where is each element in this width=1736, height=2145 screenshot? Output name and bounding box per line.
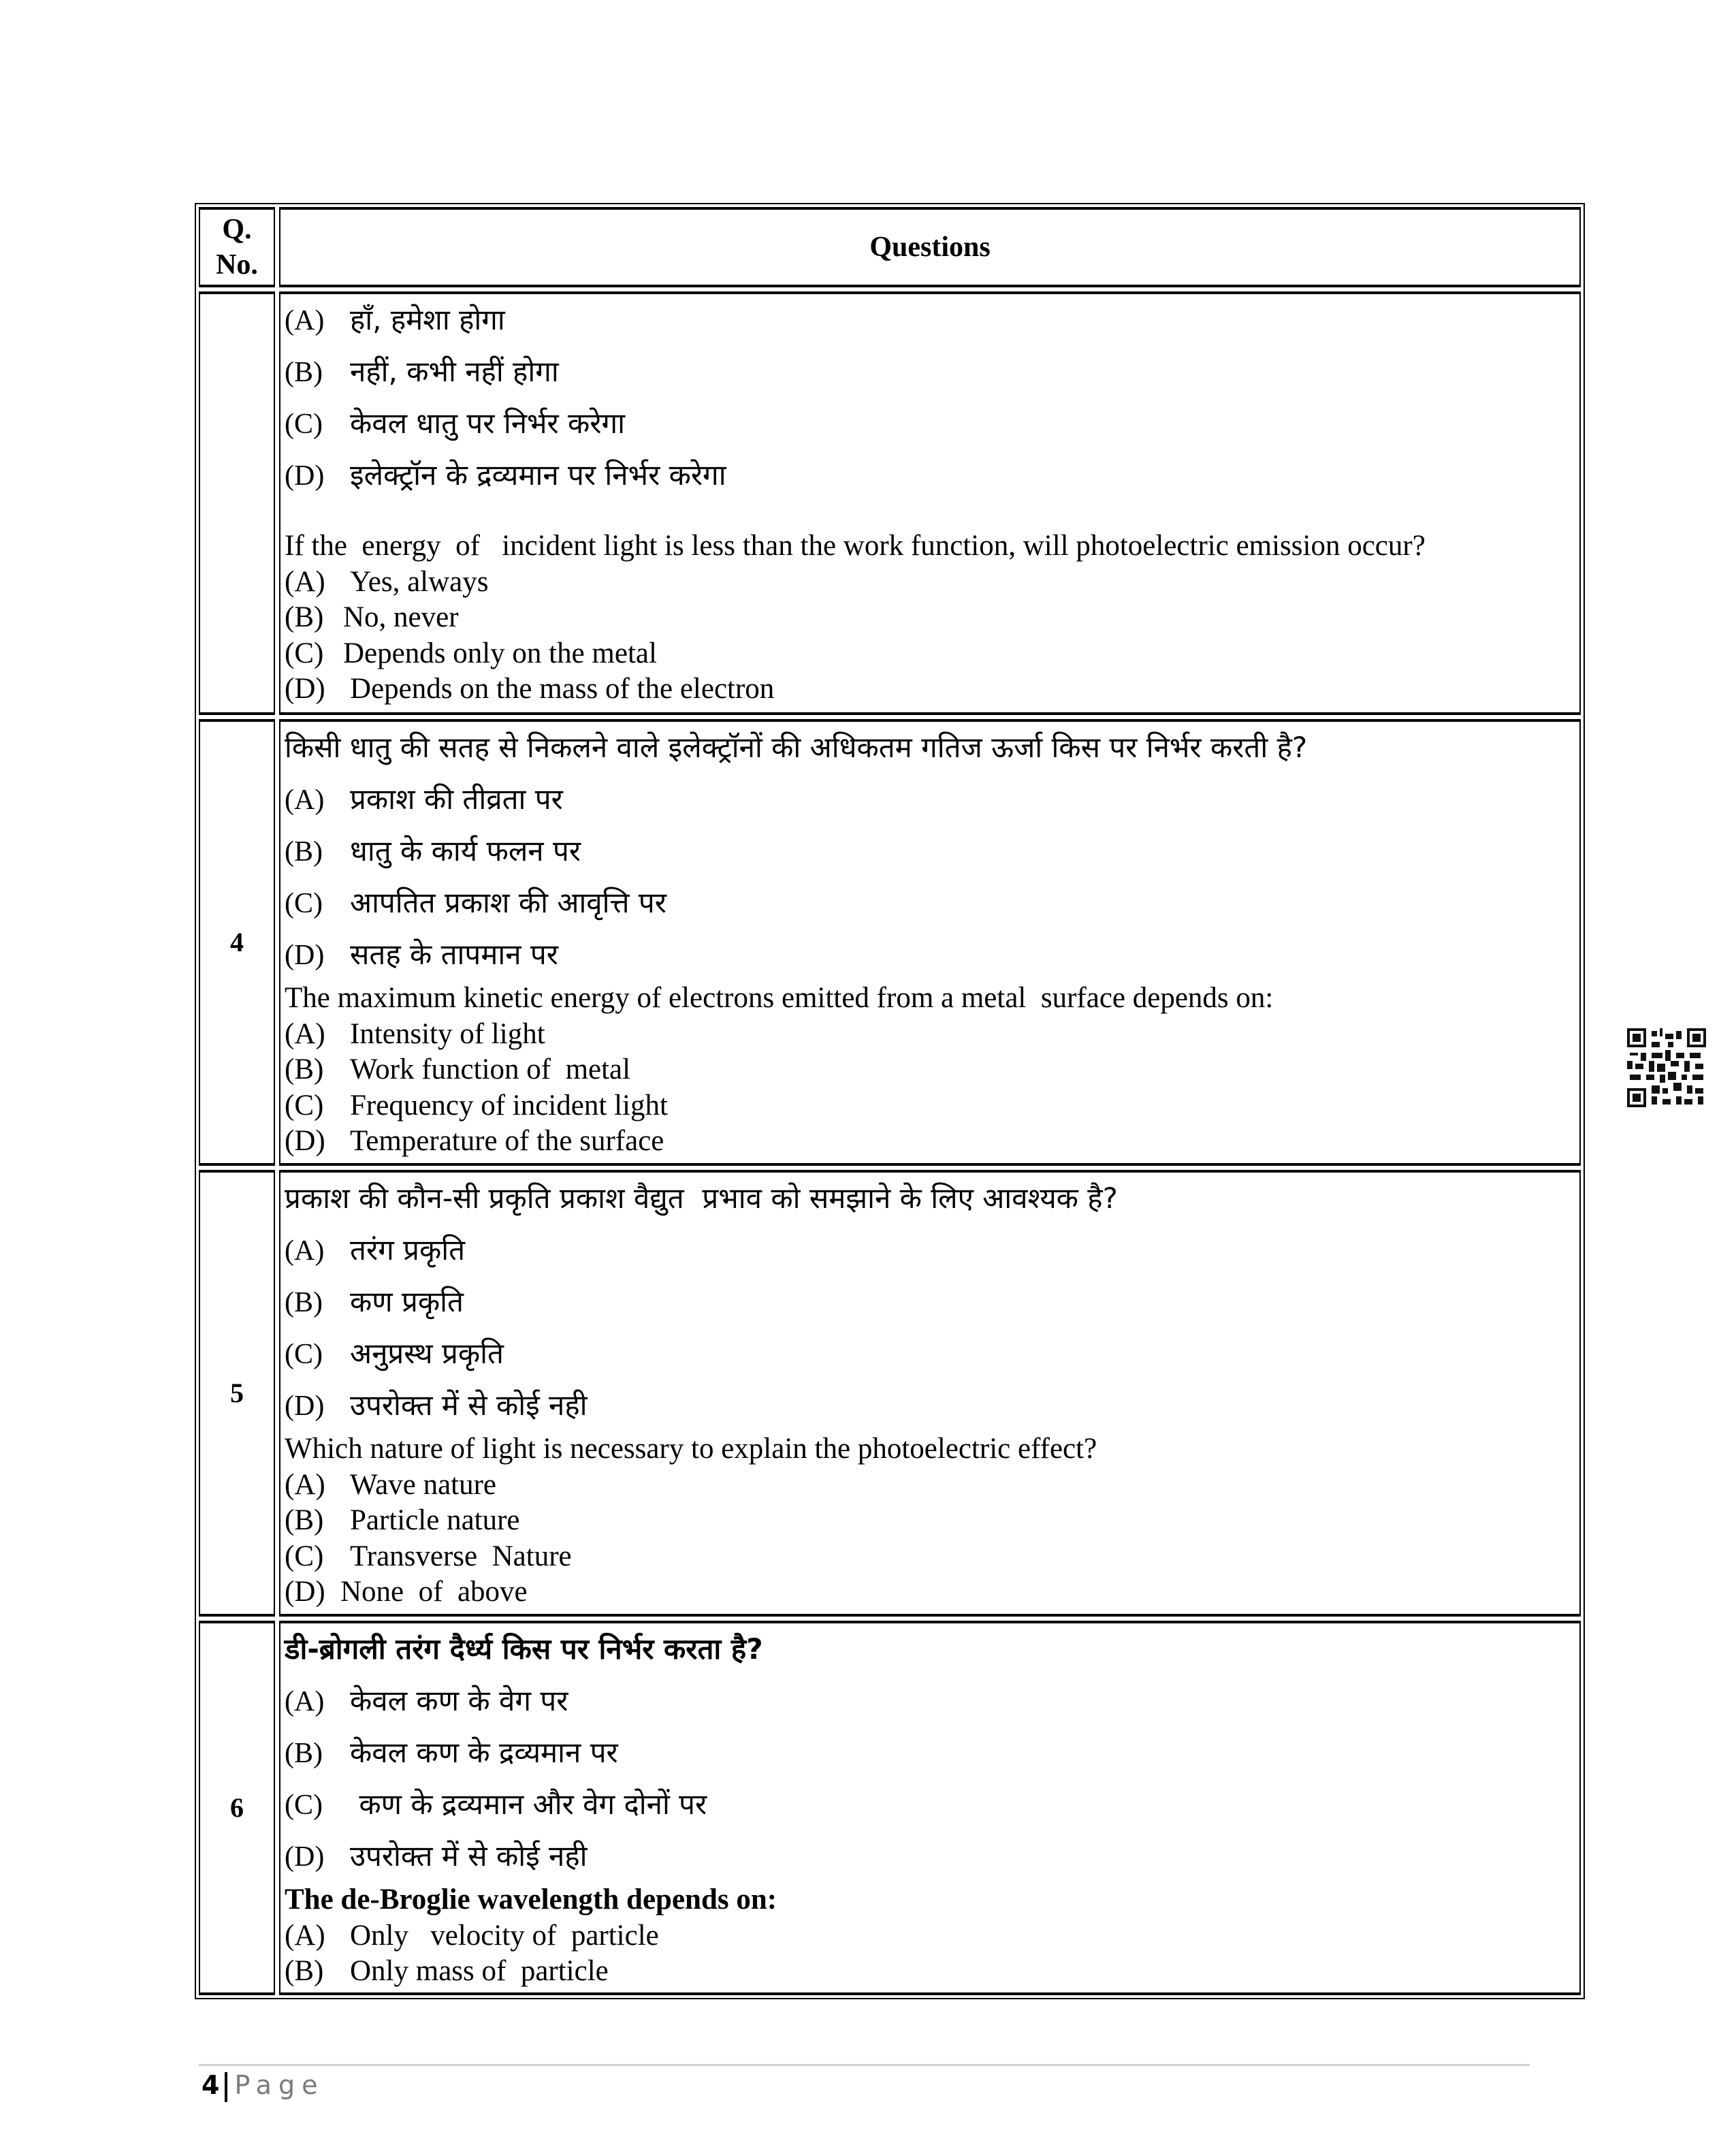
question-number: 6	[230, 1792, 244, 1823]
question-number-cell	[199, 1621, 275, 1995]
english-stem: The de-Broglie wavelength depends on:	[285, 1884, 777, 1916]
hindi-option: (A) केवल कण के वेग पर	[285, 1684, 568, 1717]
question-number: 5	[230, 1378, 244, 1408]
hindi-stem: प्रकाश की कौन-सी प्रकृति प्रकाश वैद्युत प्रभाव को समझाने के लिए आवश्यक है?	[285, 1181, 1118, 1215]
qno-header	[199, 207, 275, 287]
qr-code-icon	[1627, 1028, 1706, 1107]
english-option: (B) Only mass of particle	[285, 1955, 609, 1988]
table-header-row	[199, 207, 1581, 287]
english-option: (B) Work function of metal	[285, 1053, 631, 1086]
english-option: (A) Intensity of light	[285, 1017, 545, 1050]
english-option: (D) None of above	[285, 1576, 528, 1608]
english-option: (A) Only velocity of particle	[285, 1919, 659, 1952]
hindi-option: (A) हाँ, हमेशा होगा	[285, 303, 505, 336]
page-number: 4	[202, 2070, 220, 2100]
question-row	[199, 291, 1581, 715]
question-number-cell	[199, 291, 275, 715]
english-stem: The maximum kinetic energy of electrons emitted from a metal surface depends on:	[285, 982, 1274, 1014]
hindi-option: (C) अनुप्रस्थ प्रकृति	[285, 1337, 504, 1370]
qno-header-label: Q. No.	[216, 213, 258, 281]
question-body	[279, 1170, 1581, 1617]
english-stem: Which nature of light is necessary to explain the photoelectric effect?	[285, 1433, 1097, 1465]
hindi-option: (D) इलेक्ट्रॉन के द्रव्यमान पर निर्भर करेगा	[285, 458, 726, 492]
english-option: (C) Transverse Nature	[285, 1540, 572, 1572]
english-option: (D) Depends on the mass of the electron	[285, 673, 775, 705]
question-body	[279, 719, 1581, 1166]
question-row	[199, 719, 1581, 1166]
question-table	[195, 203, 1585, 1999]
hindi-option: (A) तरंग प्रकृति	[285, 1233, 466, 1267]
question-row	[199, 1170, 1581, 1617]
question-body	[279, 291, 1581, 715]
hindi-option: (B) नहीं, कभी नहीं होगा	[285, 355, 559, 388]
english-stem: If the energy of incident light is less than the work function, will photoelectric emission occur?	[285, 530, 1426, 562]
english-option: (A) Wave nature	[285, 1468, 496, 1501]
hindi-option: (D) उपरोक्त में से कोई नही	[285, 1388, 588, 1422]
hindi-stem: किसी धातु की सतह से निकलने वाले इलेक्ट्रॉनों की अधिकतम गतिज ऊर्जा किस पर निर्भर करती है?	[285, 731, 1308, 764]
page-footer	[202, 2070, 324, 2102]
hindi-option: (C) आपतित प्रकाश की आवृत्ति पर	[285, 886, 666, 919]
hindi-option: (B) केवल कण के द्रव्यमान पर	[285, 1736, 618, 1769]
hindi-option: (C) केवल धातु पर निर्भर करेगा	[285, 407, 626, 440]
english-option: (C) Frequency of incident light	[285, 1089, 668, 1122]
question-number-cell	[199, 1170, 275, 1617]
hindi-stem: डी-ब्रोगली तरंग दैर्ध्य किस पर निर्भर करता है?	[285, 1632, 763, 1666]
hindi-option: (D) सतह के तापमान पर	[285, 938, 558, 971]
questions-header-label: Questions	[869, 232, 991, 263]
hindi-option: (B) धातु के कार्य फलन पर	[285, 834, 581, 868]
english-option: (D) Temperature of the surface	[285, 1125, 664, 1158]
question-row	[199, 1621, 1581, 1995]
english-option: (B) No, never	[285, 601, 459, 634]
english-option: (A) Yes, always	[285, 565, 489, 598]
hindi-option: (A) प्रकाश की तीव्रता पर	[285, 782, 563, 816]
footer-divider	[199, 2064, 1530, 2066]
footer-separator	[225, 2072, 227, 2102]
hindi-option: (D) उपरोक्त में से कोई नही	[285, 1839, 588, 1873]
question-body	[279, 1621, 1581, 1995]
questions-header	[279, 207, 1581, 287]
question-number: 4	[230, 927, 244, 957]
hindi-option: (C) कण के द्रव्यमान और वेग दोनों पर	[285, 1788, 707, 1821]
english-option: (C) Depends only on the metal	[285, 637, 657, 669]
english-option: (B) Particle nature	[285, 1504, 520, 1537]
hindi-option: (B) कण प्रकृति	[285, 1285, 464, 1318]
page-label: Page	[234, 2070, 325, 2100]
question-number-cell	[199, 719, 275, 1166]
